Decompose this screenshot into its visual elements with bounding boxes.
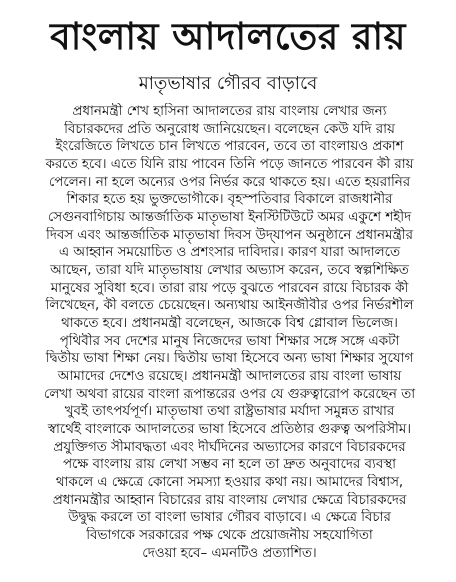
- article-line: দ্বিতীয় ভাষা শিক্ষা নেয়। দ্বিতীয় ভাষা হিসেবে অন্য ভাষা শিক্ষার সুযোগ: [45, 351, 414, 367]
- article-line: থাকতে হবে। প্রধানমন্ত্রী বলেছেন, আজকে বিশ্ব গ্লোবাল ভিলেজ।: [61, 316, 398, 332]
- article-line: দিবস এবং আন্তর্জাতিক মাতৃভাষা দিবস উদ্‌যাপন অনুষ্ঠানে প্রধানমন্ত্রীর: [45, 227, 413, 243]
- article-line: খুবই তাৎপর্যপূর্ণ। মাতৃভাষা তথা রাষ্ট্রভাষার মর্যাদা সমুন্নত রাখার: [64, 404, 395, 420]
- article-line: লেখা অথবা রায়ের বাংলা রূপান্তরের ওপর যে গুরুত্বারোপ করেছেন তা: [43, 386, 416, 402]
- article-line: উদ্বুদ্ধ করলে তা বাংলা ভাষার গৌরব বাড়াবে। এ ক্ষেত্রে বিচার: [68, 510, 391, 526]
- article-line: পৃথিবীর সব দেশের মানুষ নিজেদের ভাষা শিক্ষার সঙ্গে সঙ্গে একটা: [59, 333, 400, 349]
- article-line: বিভাগকে সরকারের পক্ষ থেকে প্রয়োজনীয় সহযোগিতা: [86, 528, 373, 544]
- article-line: ইংরেজিতে লিখতে চান লিখতে পারবেন, তবে তা বাংলায়ও প্রকাশ: [55, 139, 404, 155]
- article-line: শিকার হতে হয় ভুক্তভোগীকে। বৃহস্পতিবার বিকালে রাজধানীর: [66, 192, 393, 208]
- article-line: সেগুনবাগিচায় আন্তর্জাতিক মাতৃভাষা ইনস্টিটিউটে অমর একুশে শহীদ: [47, 210, 412, 226]
- article-line: মানুষের সুবিধা হবে। তারা রায় পড়ে বুঝতে পারবেন রায়ে বিচারক কী: [50, 280, 409, 296]
- article-line: লিখেছেন, কী বলতে চেয়েছেন। অন্যথায় আইনজীবীর ওপর নির্ভরশীল: [45, 298, 414, 314]
- article-line: পেলেন। না হলে অন্যের ওপর নির্ভর করে থাকতে হয়। এতে হয়রানির: [48, 174, 411, 190]
- article-body: [27, 103, 432, 562]
- article-line: আমাদের দেশেও রয়েছে। প্রধানমন্ত্রী আদালতের রায় বাংলা ভাষায়: [57, 369, 402, 385]
- article-line: পক্ষে বাংলায় রায় লেখা সম্ভব না হলে তা দ্রুত অনুবাদের ব্যবস্থা: [62, 457, 397, 473]
- article-line: দেওয়া হবে– এমনটিও প্রত্যাশিত।: [142, 545, 317, 561]
- article-line: স্বার্থেই বাংলাকে আদালতের ভাষা হিসেবে প্রতিষ্ঠার গুরুত্ব অপরিসীম।: [47, 422, 412, 438]
- article-line: থাকলে এ ক্ষেত্রে কোনো সমস্যা হওয়ার কথা নয়। আমাদের বিশ্বাস,: [55, 475, 404, 491]
- article-line: প্রযুক্তিগত সীমাবদ্ধতা এবং দীর্ঘদিনের অভ্যাসের কারণে বিচারকদের: [53, 439, 406, 455]
- article-line: এ আহ্বান সময়োচিত ও প্রশংসার দাবিদার। কারণ যারা আদালতে: [58, 245, 401, 261]
- article-line: প্রধানমন্ত্রী শেখ হাসিনা আদালতের রায় বাংলায় লেখার জন্য: [72, 104, 387, 119]
- article-headline: বাংলায় আদালতের রায়: [50, 15, 406, 58]
- article-line: আছেন, তারা যদি মাতৃভাষায় লেখার অভ্যাস করেন, তবে স্বল্পশিক্ষিত: [50, 263, 409, 279]
- article-subheadline: মাতৃভাষার গৌরব বাড়াবে: [138, 73, 318, 94]
- article-line: প্রধানমন্ত্রীর আহ্বান বিচারের রায় বাংলায় লেখার ক্ষেত্রে বিচারকদের: [52, 492, 407, 508]
- cropped-top-text-strip: [0, 0, 456, 6]
- article-line: করতে হবে। এতে যিনি রায় পাবেন তিনি পড়ে জানতে পারবেন কী রায়: [45, 157, 414, 173]
- article-line: বিচারকদের প্রতি অনুরোধ জানিয়েছেন। বলেছেন কেউ যদি রায়: [64, 121, 395, 137]
